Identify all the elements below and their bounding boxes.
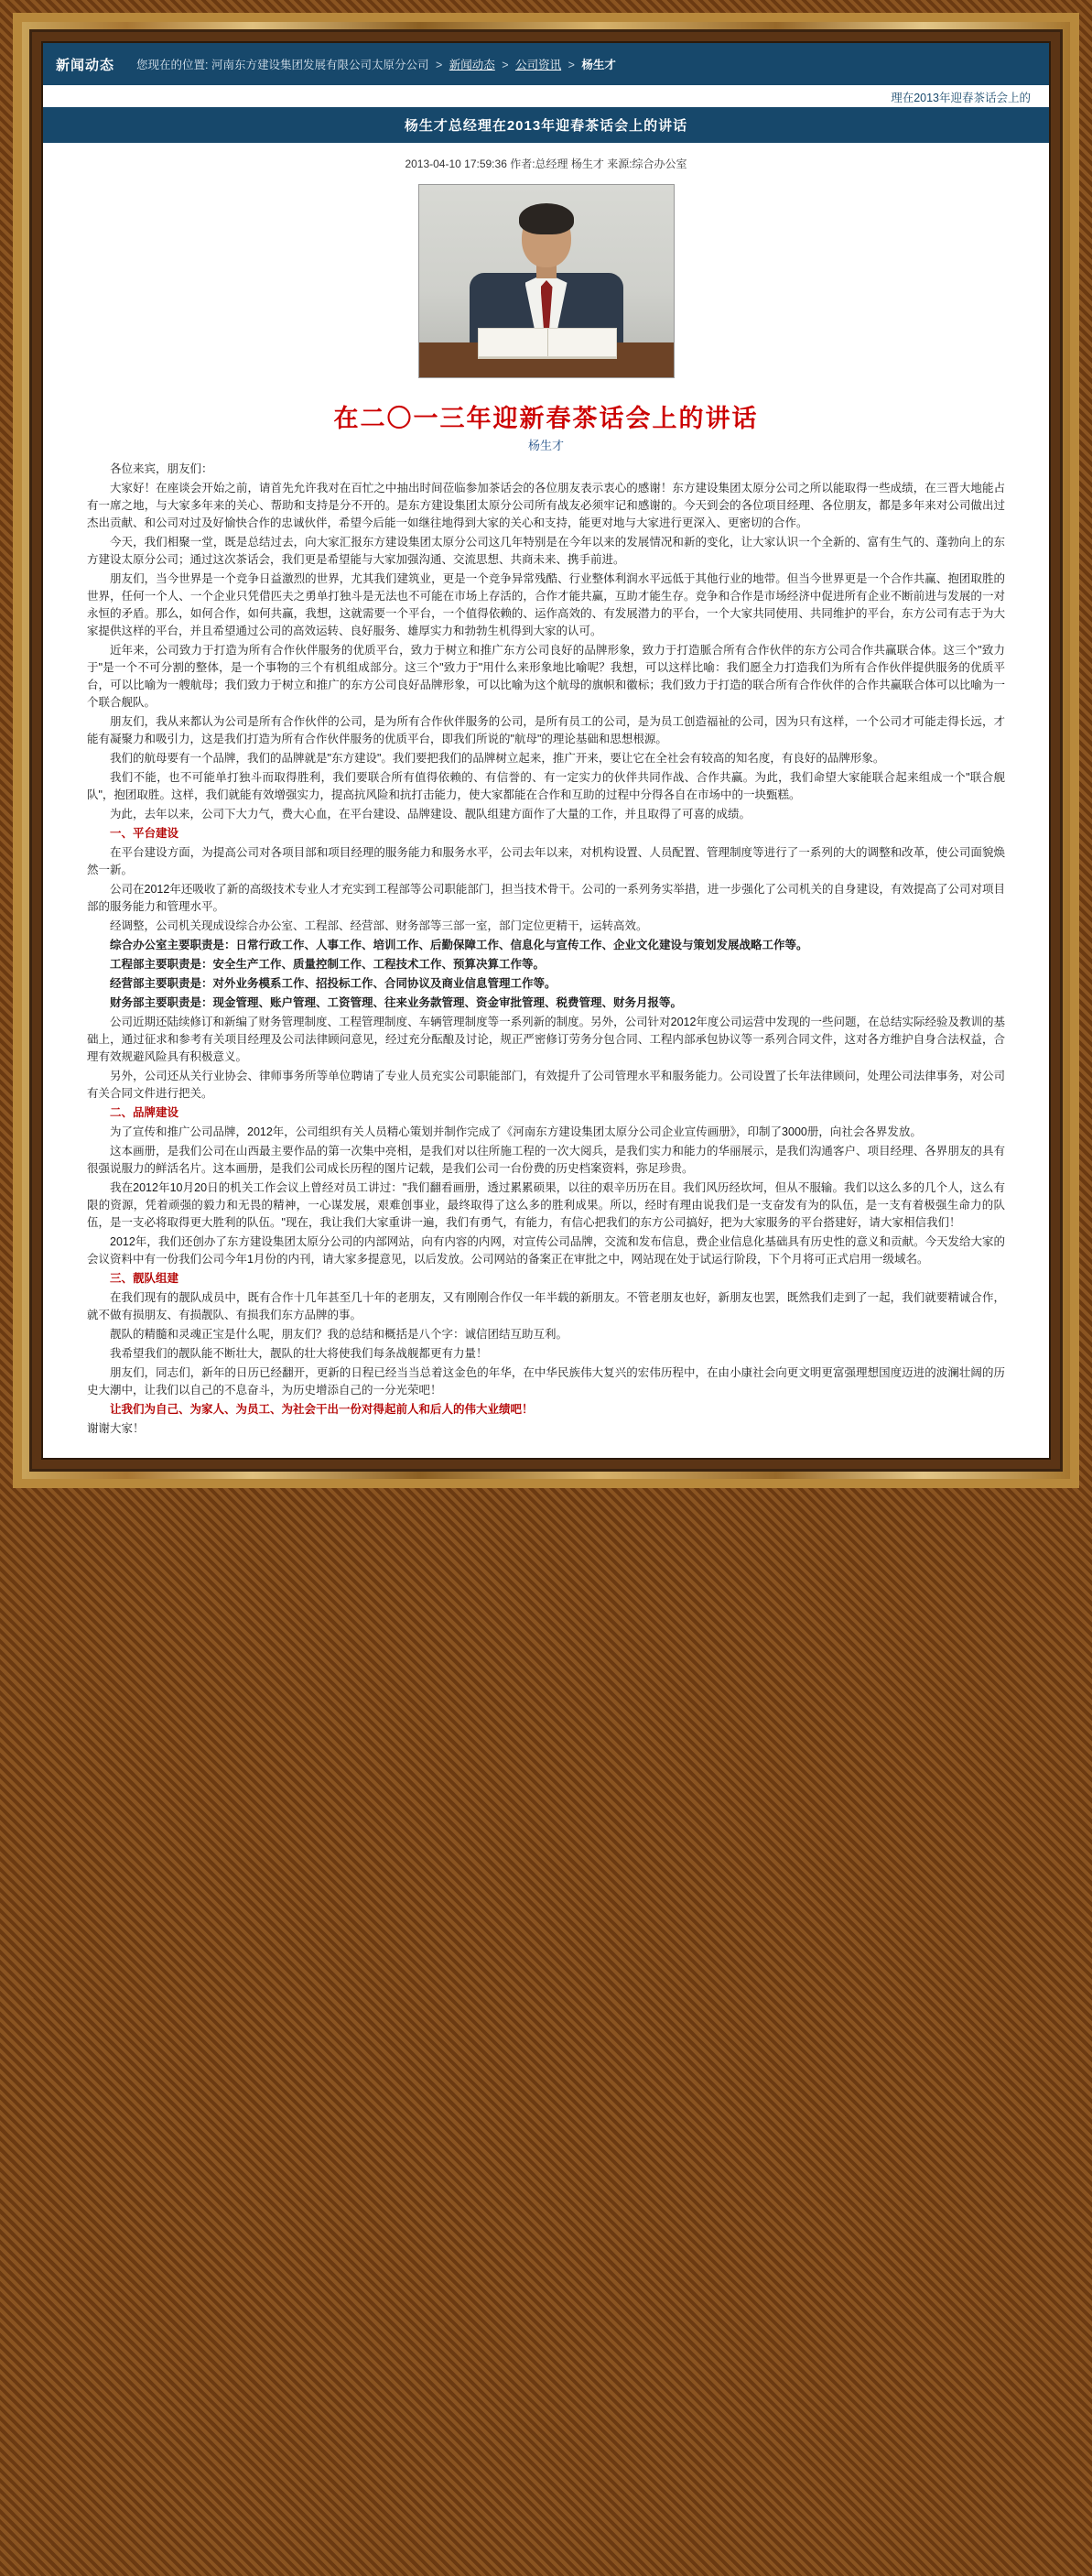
article-paragraph: 朋友们，我从来都认为公司是所有合作伙伴的公司，是为所有合作伙伴服务的公司，是所有员工的公司，是为员工创造福祉的公司，因为只有这样，一个公司才可能走得长远，才能有凝聚力和吸引力，这是我们打造为所有合作伙伴服务的优质平台，即我们所说的"航母"的理论基础和思想根源。: [87, 715, 1005, 745]
breadcrumb-item-company-news[interactable]: 公司资讯: [515, 59, 562, 71]
article-paragraph: 另外，公司还从关行业协会、律师事务所等单位聘请了专业人员充实公司职能部门，有效提升了公司管理水平和服务能力。公司设置了长年法律顾问，处理公司法律事务，对公司有关合同文件进行把关。: [87, 1070, 1005, 1100]
article-paragraph: 大家好！在座谈会开始之前，请首先允许我对在百忙之中抽出时间莅临参加茶话会的各位朋友表示衷心的感谢！东方建设集团太原分公司之所以能取得一些成绩，在三晋大地能占有一席之地，与大家多年来的关心、帮助和支持是分不开的。是东方建设集团太原分公司所有战友必须牢记和感谢的。今天到会的各位项目经理、各位朋友，都是多年来对公司做出过杰出贡献、和公司对过及好愉快合作的忠诚伙伴，希望今后能一如继往地得到大家的关心和支持，能更对地与大家进行更深入、更密切的合作。: [87, 482, 1005, 529]
article-photo-container: [43, 180, 1049, 384]
article-paragraph: 2012年，我们还创办了东方建设集团太原分公司的内部网站，向有内容的内网，对宣传公司品牌，交流和发布信息，费企业信息化基础具有历史性的意义和贡献。今天发给大家的会议资料中有一份我们公司今年1月份的内刊，请大家多提意见，以后发放。公司网站的备案正在审批之中，网站现在处于试运行阶段，下个月将可正式启用一级域名。: [87, 1235, 1005, 1266]
article-paragraph: 朋友们，当今世界是一个竞争日益激烈的世界，尤其我们建筑业，更是一个竞争异常残酷、行业整体利润水平远低于其他行业的地带。但当今世界更是一个合作共赢、抱团取胜的世界，任何一个人、一个企业只凭借匹夫之勇单打独斗是无法也不可能在市场上存活的，合作才能共赢，互助才能生存。竞争和合作是市场经济中促进所有企业不断前进与发展的一对永恒的矛盾。那么，如何合作，如何共赢，我想，这就需要一个平台，一个值得依赖的、运作高效的、有发展潜力的平台，一个大家共同使用、共同维护的平台，东方公司有志于为大家提供这样的平台，并且希望通过公司的高效运转、良好服务、雄厚实力和勃勃生机得到大家的认可。: [87, 572, 1005, 637]
article-paragraph: 朋友们，同志们，新年的日历已经翻开，更新的日程已经当当总着这金色的年华，在中华民族伟大复兴的宏伟历程中，在由小康社会向更文明更富强理想国度迈进的波澜壮阔的历史大潮中，让我们以自己的不息奋斗，为历史增添自己的一分光荣吧！: [87, 1366, 1005, 1397]
breadcrumb-separator-3: >: [568, 59, 575, 71]
article-paragraph: 公司近期还陆续修订和新编了财务管理制度、工程管理制度、车辆管理制度等一系列新的制度。另外，公司针对2012年度公司运营中发现的一些问题，在总结实际经验及教训的基础上，通过征求和参考有关项目经理及公司法律顾问意见，经过充分酝酿及讨论，规正严密修订劳务分包合同、工程内部承包协议等一系列合同文件，这对各方维护自身合法权益，合理有效规避风险具有积极意义。: [87, 1016, 1005, 1063]
article-paragraph: 为了宣传和推广公司品牌，2012年，公司组织有关人员精心策划并制作完成了《河南东方建设集团太原分公司企业宣传画册》，印制了3000册，向社会各界发放。: [110, 1125, 922, 1138]
article-paragraph: 工程部主要职责是：安全生产工作、质量控制工作、工程技术工作、预算决算工作等。: [110, 958, 546, 971]
breadcrumb: [136, 56, 616, 72]
site-header-bar: [43, 43, 1049, 85]
breadcrumb-company: 河南东方建设集团发展有限公司太原分公司: [211, 59, 429, 71]
article-meta: 2013-04-10 17:59:36 作者:总经理 杨生才 来源:综合办公室: [405, 158, 687, 170]
article-paragraph: 我们的航母要有一个品牌，我们的品牌就是"东方建设"。我们要把我们的品牌树立起来，推广开来，要让它在全社会有较高的知名度，有良好的品牌形象。: [110, 752, 885, 765]
page-title: 在二〇一三年迎新春茶话会上的讲话: [333, 405, 759, 433]
breadcrumb-separator-2: >: [502, 59, 509, 71]
decorative-gold-frame: [13, 13, 1079, 1488]
article-paragraph: 靓队的精髓和灵魂正宝是什么呢，朋友们？我的总结和概括是八个字：诚信团结互助互利。: [110, 1328, 568, 1341]
photo-open-book: [478, 328, 617, 357]
page-content: [43, 43, 1049, 1458]
article-paragraph: 在我们现有的靓队成员中，既有合作十几年甚至几十年的老朋友，又有刚刚合作仅一年半载的新朋友。不管老朋友也好，新朋友也罢，既然我们走到了一起，我们就要精诚合作，就不做有损朋友、有损靓队、有损我们东方品牌的事。: [87, 1291, 1005, 1321]
breadcrumb-current: 杨生才: [581, 59, 616, 71]
article-paragraph: 为此，去年以来，公司下大力气，费大心血，在平台建设、品牌建设、靓队组建方面作了大量的工作，并且取得了可喜的成绩。: [110, 808, 751, 821]
article-header-title: 杨生才总经理在2013年迎春茶话会上的讲话: [43, 107, 1049, 143]
article-paragraph: 二、品牌建设: [110, 1106, 179, 1119]
article-paragraph: 在平台建设方面，为提高公司对各项目部和项目经理的服务能力和服务水平，公司去年以来，对机构设置、人员配置、管理制度等进行了一系列的大的调整和改革，使公司面貌焕然一新。: [87, 846, 1005, 876]
section-title: 新闻动态: [56, 57, 115, 73]
article-paragraph: 今天，我们相聚一堂，既是总结过去，向大家汇报东方建设集团太原分公司这几年特别是在今年以来的发展情况和新的变化，让大家认识一个全新的、富有生气的、蓬勃向上的东方建设太原分公司；通过这次茶话会，我们更是希望能与大家加强沟通、交流思想、共商未来、携手前进。: [87, 536, 1005, 566]
article-paragraph: 财务部主要职责是：现金管理、账户管理、工资管理、往来业务款管理、资金审批管理、税费管理、财务月报等。: [110, 996, 683, 1009]
breadcrumb-item-news[interactable]: 新闻动态: [449, 59, 495, 71]
breadcrumb-prefix: 您现在的位置:: [136, 59, 209, 71]
article-paragraph: 我希望我们的靓队能不断壮大，靓队的壮大将使我们每条战舰都更有力量！: [110, 1347, 488, 1360]
article-paragraph: 一、平台建设: [110, 827, 179, 840]
article-paragraph: 我们不能，也不可能单打独斗而取得胜利，我们要联合所有值得依赖的、有信誉的、有一定实力的伙伴共同作战、合作共赢。为此，我们命望大家能联合起来组成一个"联合舰队"，抱团取胜。这样，我们就能有效增强实力，提高抗风险和抗打击能力，使大家都能在合作和互助的过程中分得各自在市场中的一块甄糕。: [87, 771, 1005, 801]
article-paragraph: 经营部主要职责是：对外业务模系工作、招投标工作、合同协议及商业信息管理工作等。: [110, 977, 557, 990]
article-paragraph: 各位来宾，朋友们：: [87, 462, 213, 475]
article-body: [43, 461, 1049, 1438]
article-paragraph: 让我们为自己、为家人、为员工、为社会干出一份对得起前人和后人的伟大业绩吧！: [110, 1403, 534, 1416]
article-paragraph: 综合办公室主要职责是：日常行政工作、人事工作、培训工作、后勤保障工作、信息化与宣传工作、企业文化建设与策划发展战略工作等。: [110, 939, 808, 951]
decorative-inner-frame: [29, 29, 1063, 1472]
article-paragraph: 我在2012年10月20日的机关工作会议上曾经对员工讲过："我们翻看画册，透过累累硕果，以往的艰辛历历在目。我们风历经坎坷，但从不服输。我们以这么多的几个人，这么有限的资源，凭着顽强的毅力和无畏的精神，一心谋发展，艰难创事业，最终取得了这么多的胜利成果。所以，经时有理由说我们是一支奋发有为的队伍，是一支有着极强生命力的队伍，是一支必将取得更大胜利的队伍。"现在，我让我们大家重讲一遍，我们有勇气，有能力，有信心把我们的东方公司搞好，把为大家服务的平台搭建好，请大家相信我们！: [87, 1181, 1005, 1229]
portrait-photo: [418, 184, 675, 378]
breadcrumb-separator-1: >: [435, 59, 443, 71]
article-paragraph: 三、靓队组建: [110, 1272, 179, 1285]
photo-hair: [519, 203, 574, 234]
news-ticker: 理在2013年迎春茶话会上的: [43, 85, 1049, 107]
author-name: 杨生才: [527, 439, 564, 452]
article-paragraph: 这本画册，是我们公司在山西最主要作品的第一次集中亮相，是我们对以往所施工程的一次大阅兵，是我们实力和能力的华丽展示，是我们沟通客户、项目经理、各界朋友的具有很强说服力的鲜活名片。这本画册，是我们公司成长历程的图片记载，是我们公司一台份费的历史档案资料，弥足珍贵。: [87, 1145, 1005, 1175]
article-paragraph: 谢谢大家！: [87, 1422, 145, 1435]
document-canvas: [41, 41, 1051, 1460]
article-paragraph: 公司在2012年还吸收了新的高级技术专业人才充实到工程部等公司职能部门，担当技术骨干。公司的一系列务实举措，进一步强化了公司机关的自身建设，有效提高了公司对项目部的服务能力和管理水平。: [87, 883, 1005, 913]
article-paragraph: 近年来，公司致力于打造为所有合作伙伴服务的优质平台，致力于树立和推广东方公司良好的品牌形象，致力于打造脈合所有合作伙伴的东方公司合作共赢联合体。这三个"致力于"是一个不可分割的整体，是一个事物的三个有机组成部分。这三个"致力于"用什么来形象地比喻呢？我想，可以这样比喻：我们愿全力打造我们为所有合作伙伴提供服务的优质平台，可以比喻为一艘航母；我们致力于树立和推广的东方公司良好品牌形象，可以比喻为这个航母的旗帜和徽标；我们致力于打造的联合所有合作伙伴的合作共赢联合体可以比喻为一个联合舰队。: [87, 644, 1005, 709]
article-paragraph: 经调整，公司机关现成设综合办公室、工程部、经营部、财务部等三部一室，部门定位更精干，运转高效。: [110, 919, 648, 932]
